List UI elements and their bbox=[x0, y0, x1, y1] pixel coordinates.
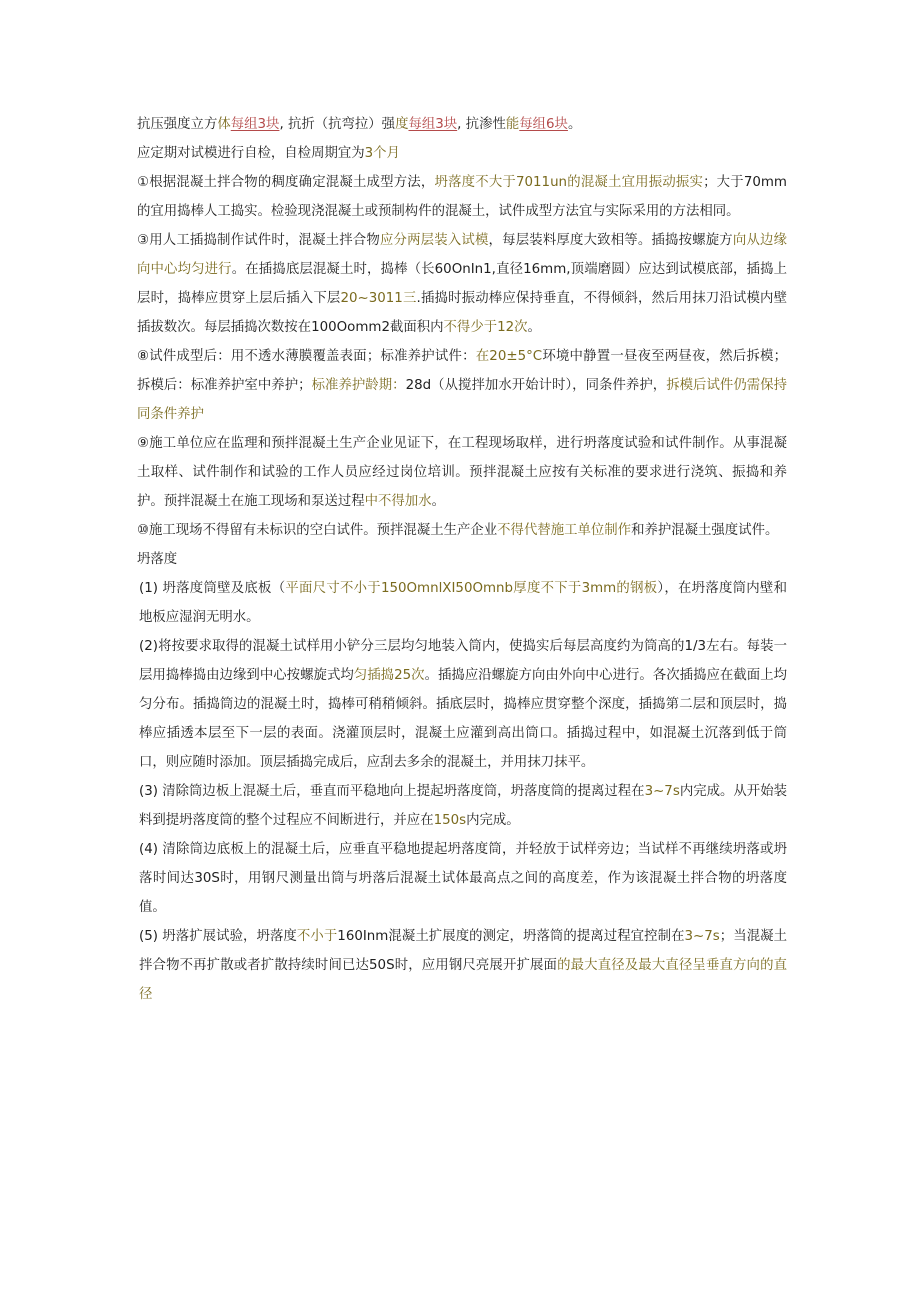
highlighted-text: 体 bbox=[217, 117, 231, 132]
highlighted-text: 150s bbox=[433, 813, 467, 828]
body-text: 160Inm混凝土扩展度的测定，坍落筒的提离过程宜控制在 bbox=[337, 929, 685, 944]
highlighted-text: 3~7s bbox=[684, 929, 720, 944]
body-text: 和养护混凝土强度试件。 bbox=[631, 523, 779, 538]
body-text: 坍落度 bbox=[137, 552, 178, 567]
paragraph-slump-step-4 bbox=[137, 835, 787, 922]
paragraph-forming-method bbox=[137, 168, 787, 226]
paragraph-specimen-count bbox=[137, 110, 787, 139]
highlighted-text: 平面尺寸不小于150OmnlXI50Omnb厚度不下于3mm的钢板 bbox=[285, 581, 658, 596]
body-text: ⑧试件成型后：用不透水薄膜覆盖表面；标准养护试件： bbox=[137, 349, 476, 364]
body-text: ），在坍落度筒内壁和地板应湿润无明水。 bbox=[139, 581, 787, 625]
body-text: .插捣时振动棒应保持垂直，不得倾斜，然后用抹刀沿试模内壁插拔数次。每层插捣次数按在100Oomm2截面积内 bbox=[137, 291, 787, 335]
body-text: (3) 清除筒边板上混凝土后，垂直而平稳地向上提起坍落度筒，坍落度筒的提离过程在 bbox=[139, 784, 645, 799]
paragraph-slump-step-1 bbox=[137, 574, 787, 632]
underlined-count-text: 每组3块 bbox=[408, 117, 458, 132]
highlighted-text: 坍落度不大于7011un的混凝土宜用振动振实 bbox=[434, 175, 704, 190]
highlighted-text: 度 bbox=[395, 117, 409, 132]
body-text: ①根据混凝土拌合物的稠度确定混凝土成型方法， bbox=[137, 175, 435, 190]
body-text: 。插捣应沿螺旋方向由外向中心进行。各次插捣应在截面上均匀分布。插捣筒边的混凝土时，捣棒可稍稍倾斜。插底层时，捣棒应贯穿整个深度，插捣第二层和顶层时，捣棒应插透本层至下一层的表面。浇灌顶层时，混凝土应灌到高出筒口。插捣过程中，如混凝土沉落到低于筒口，则应随时添加。顶层插捣完成后，应刮去多余的混凝土，并用抹刀抹平。 bbox=[139, 668, 788, 770]
paragraph-sampling-witness bbox=[137, 429, 787, 516]
body-text: 抗压强度立方 bbox=[137, 117, 218, 132]
highlighted-text: 应分两层装入试模 bbox=[379, 233, 489, 248]
highlighted-text: 拆模后试件仍需保持同条件养护 bbox=[137, 378, 788, 422]
highlighted-text: 在20±5°C bbox=[475, 349, 543, 364]
highlighted-text: 匀插捣25次 bbox=[353, 668, 425, 683]
body-text: (2)将按要求取得的混凝土试样用小铲分三层均匀地装入筒内，使捣实后每层高度约为筒高的1/3左右。每装一层用捣棒捣由边缘到中心按螺旋式均 bbox=[139, 639, 787, 683]
highlighted-text: 不得代替施工单位制作 bbox=[497, 523, 632, 538]
body-text: 。 bbox=[527, 320, 541, 335]
highlighted-text: 向从边缘向中心均匀进行 bbox=[137, 233, 788, 277]
highlighted-text: 中不得加水 bbox=[364, 494, 432, 509]
paragraph-slump-step-2 bbox=[137, 632, 787, 777]
body-text: 内完成。从开始装料到提坍落度筒的整个过程应不间断进行，并应在 bbox=[139, 784, 787, 828]
body-text: 内完成。 bbox=[466, 813, 520, 828]
highlighted-text: 20~3011三 bbox=[340, 291, 417, 306]
highlighted-text: 的最大直径及最大直径呈垂直方向的直径 bbox=[139, 958, 787, 1002]
body-text: 。在插捣底层混凝土时，捣棒（长60OnIn1,直径16mm,顶端磨圆）应达到试模底部，插捣上层时，捣棒应贯穿上层后插入下层 bbox=[137, 262, 787, 306]
paragraph-slump-step-5 bbox=[137, 922, 787, 1009]
highlighted-text: 标准养护龄期： bbox=[311, 378, 406, 393]
underlined-count-text: 每组6块 bbox=[519, 117, 568, 132]
highlighted-text: 不小于 bbox=[296, 929, 338, 944]
body-text: 环境中静置一昼夜至两昼夜，然后拆模；拆模后：标准养护室中养护； bbox=[137, 349, 787, 393]
paragraph-slump-step-3 bbox=[137, 777, 787, 835]
highlighted-text: 3个月 bbox=[364, 146, 400, 161]
paragraph-curing bbox=[137, 342, 787, 429]
highlighted-text: 能 bbox=[505, 117, 520, 132]
body-text: ；当混凝土拌合物不再扩散或者扩散持续时间已达50S时，应用钢尺亮展开扩展面 bbox=[139, 929, 788, 973]
highlighted-text: 不得少于12次 bbox=[443, 320, 528, 335]
body-text: 28d（从搅拌加水开始计时），同条件养护， bbox=[405, 378, 667, 393]
body-text: (1) 坍落度筒壁及底板（ bbox=[139, 581, 286, 596]
paragraph-manual-tamping bbox=[137, 226, 787, 342]
paragraph-blank-specimens bbox=[137, 516, 787, 545]
paragraph-mold-inspection bbox=[137, 139, 787, 168]
body-text: 应定期对试模进行自检，自检周期宜为 bbox=[137, 146, 365, 161]
underlined-count-text: 每组3块 bbox=[230, 117, 280, 132]
section-heading-slump bbox=[137, 545, 787, 574]
body-text: ⑩施工现场不得留有未标识的空白试件。预拌混凝土生产企业 bbox=[137, 523, 498, 538]
body-text: 。 bbox=[567, 117, 582, 132]
body-text: ；大于70mm的宜用捣棒人工捣实。检验现浇混凝土或预制构件的混凝土，试件成型方法宜与实际采用的方法相同。 bbox=[137, 175, 787, 219]
body-text: 。 bbox=[431, 494, 445, 509]
body-text: , 抗折（抗弯拉）强 bbox=[279, 117, 396, 132]
body-text: ⑨施工单位应在监理和预拌混凝土生产企业见证下，在工程现场取样，进行坍落度试验和试件制作。从事混凝土取样、试件制作和试验的工作人员应经过岗位培训。预拌混凝土应按有关标准的要求进行浇筑、振捣和养护。预拌混凝土在施工现场和泵送过程 bbox=[137, 436, 787, 509]
body-text: (4) 清除筒边底板上的混凝土后，应垂直平稳地提起坍落度筒，并轻放于试样旁边；当试样不再继续坍落或坍落时间达30S时，用钢尺测量出筒与坍落后混凝土试体最高点之间的高度差，作为该混凝土拌合物的坍落度值。 bbox=[139, 842, 787, 915]
body-text: , 抗渗性 bbox=[457, 117, 506, 132]
body-text: ③用人工插捣制作试件时，混凝土拌合物 bbox=[137, 233, 380, 248]
highlighted-text: 3~7s bbox=[644, 784, 680, 799]
body-text: ，每层装料厚度大致相等。插捣按螺旋方 bbox=[488, 233, 733, 248]
document-body bbox=[137, 110, 787, 1009]
body-text: (5) 坍落扩展试验，坍落度 bbox=[139, 929, 297, 944]
